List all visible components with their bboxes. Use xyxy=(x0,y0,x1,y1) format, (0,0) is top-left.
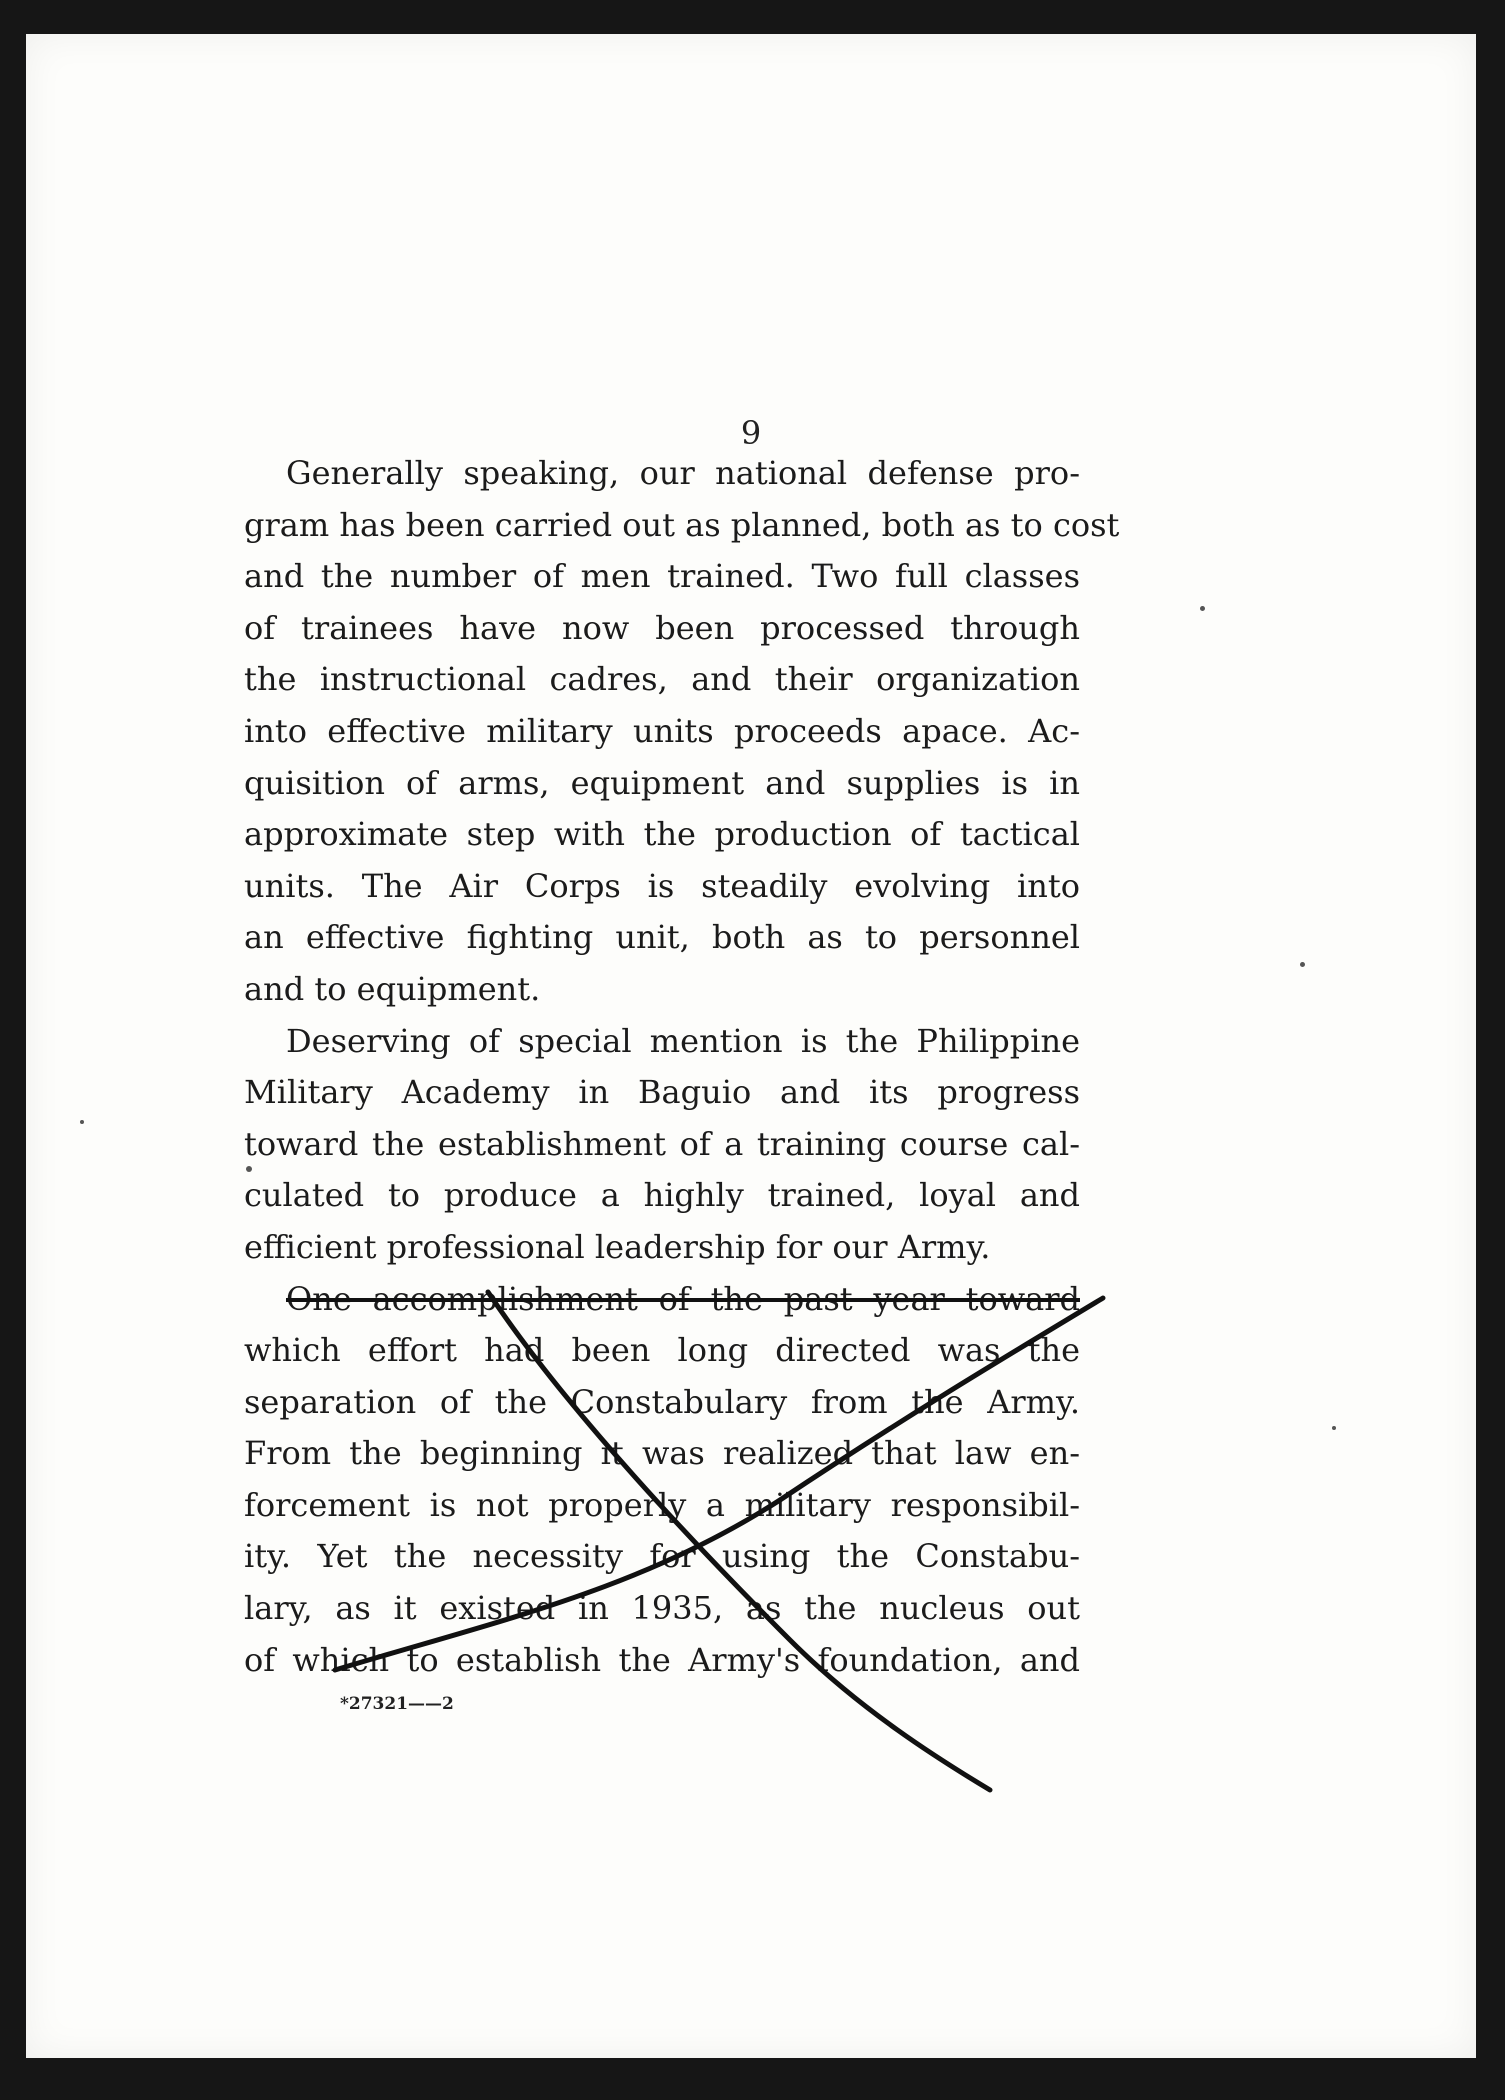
text-line: culated to produce a highly trained, loyal and xyxy=(244,1176,1080,1215)
text-line: toward the establishment of a training course cal- xyxy=(244,1124,1080,1163)
scan-speck xyxy=(246,1166,252,1172)
text-line: into effective military units proceeds apace. Ac- xyxy=(244,711,1080,750)
scan-speck xyxy=(1332,1426,1336,1430)
text-line: Deserving of special mention is the Philippine xyxy=(286,1021,1080,1060)
text-line: Military Academy in Baguio and its progress xyxy=(244,1073,1080,1112)
paragraph-defense-program xyxy=(244,448,1120,1016)
text-line: approximate step with the production of tactical xyxy=(244,815,1080,854)
scan-speck xyxy=(1200,606,1205,611)
text-line: and to equipment. xyxy=(244,969,541,1008)
text-line: and the number of men trained. Two full classes xyxy=(244,557,1080,596)
text-line: separation of the Constabulary from the Army. xyxy=(244,1382,1080,1421)
scan-speck xyxy=(1300,962,1305,967)
printer-code: *27321——2 xyxy=(340,1694,454,1714)
text-line: Generally speaking, our national defense pro- xyxy=(286,454,1080,492)
text-line: lary, as it existed in 1935, as the nucleus out xyxy=(244,1589,1080,1628)
text-line: of which to establish the Army's foundation, and xyxy=(244,1640,1080,1679)
text-line: units. The Air Corps is steadily evolving into xyxy=(244,866,1080,905)
scan-speck xyxy=(80,1120,84,1124)
body-text xyxy=(244,448,1120,1686)
paragraph-military-academy xyxy=(244,1016,1080,1274)
page-number: 9 xyxy=(740,414,762,452)
paragraph-constabulary-crossed-out xyxy=(244,1274,1080,1687)
text-line: ity. Yet the necessity for using the Constabu- xyxy=(244,1537,1080,1576)
text-line: which effort had been long directed was the xyxy=(244,1331,1080,1370)
text-line: quisition of arms, equipment and supplies is in xyxy=(244,763,1080,802)
text-line: efficient professional leadership for our Army. xyxy=(244,1227,991,1266)
text-line: gram has been carried out as planned, both as to cost xyxy=(244,505,1120,544)
text-line: forcement is not properly a military responsibil- xyxy=(244,1485,1080,1524)
struck-text-line: One accomplishment of the past year toward xyxy=(286,1279,1080,1318)
text-line: an effective fighting unit, both as to personnel xyxy=(244,918,1080,957)
text-line: the instructional cadres, and their organization xyxy=(244,660,1080,699)
text-line: From the beginning it was realized that law en- xyxy=(244,1434,1080,1473)
text-line: of trainees have now been processed through xyxy=(244,608,1080,647)
